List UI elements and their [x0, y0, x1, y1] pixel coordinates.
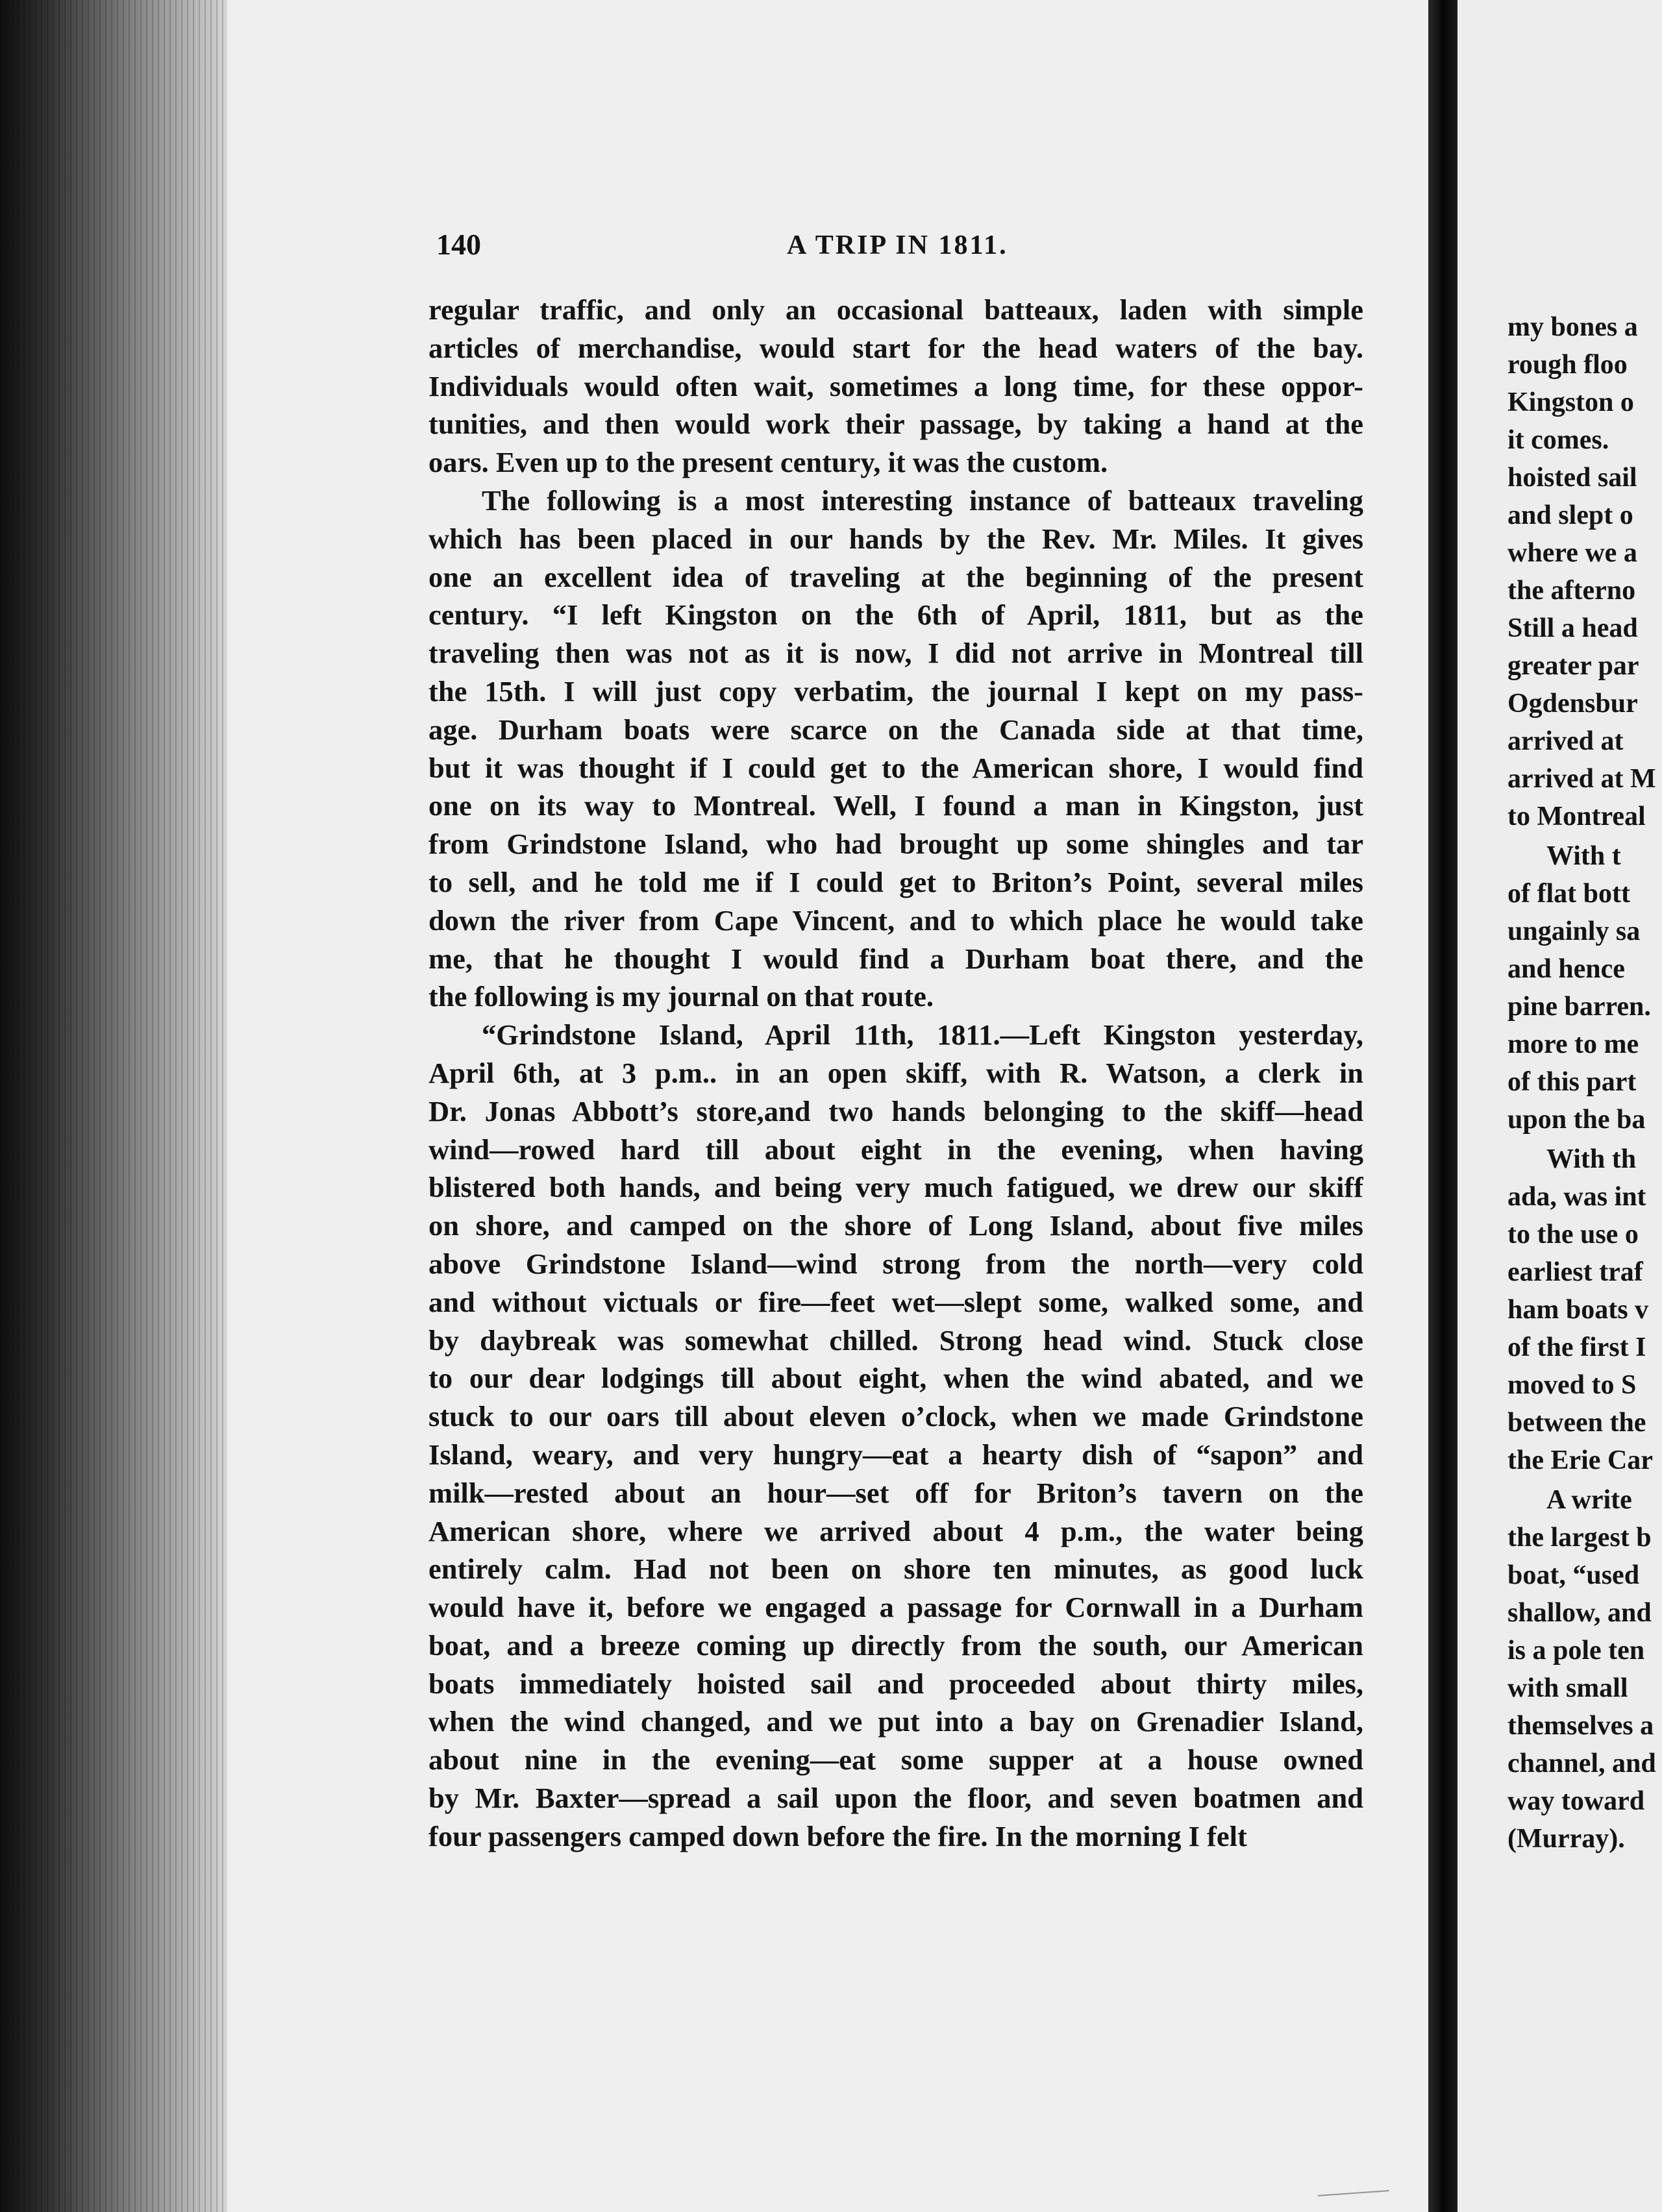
text-line: Individuals would often wait, sometimes a long time, for these oppor-: [428, 369, 1363, 402]
text-line: boat, “used: [1507, 1560, 1640, 1590]
text-line: with small: [1507, 1673, 1628, 1703]
text-line: Still a head: [1507, 613, 1638, 643]
text-line: milk—rested about an hour—set off for Briton’s tavern on the: [428, 1476, 1363, 1509]
text-line: one on its way to Montreal. Well, I found a man in Kingston, just: [428, 789, 1363, 822]
text-line: to Montreal: [1507, 802, 1646, 831]
text-line: which has been placed in our hands by the Rev. Mr. Miles. It gives: [428, 522, 1363, 555]
text-line: earliest traf: [1507, 1257, 1643, 1287]
text-line: century. “I left Kingston on the 6th of April, 1811, but as the: [428, 598, 1363, 632]
text-line: tunities, and then would work their passage, by taking a hand at the: [428, 408, 1363, 441]
text-line: Island, weary, and very hungry—eat a hearty dish of “sapon” and: [428, 1438, 1363, 1471]
running-head: A TRIP IN 1811.: [787, 230, 1008, 260]
text-line: me, that he thought I would find a Durham boat there, and the: [428, 942, 1363, 975]
text-line: but it was thought if I could get to the American shore, I would find: [428, 751, 1363, 784]
text-line: moved to S: [1507, 1370, 1637, 1400]
text-line: stuck to our oars till about eleven o’clock, when we made Grindstone: [428, 1400, 1363, 1433]
text-line: With t: [1546, 841, 1621, 871]
text-line: to sell, and he told me if I could get to Briton’s Point, several miles: [428, 865, 1363, 898]
text-line: down the river from Cape Vincent, and to which place he would take: [428, 903, 1363, 937]
text-line: the largest b: [1507, 1523, 1652, 1553]
text-line: would have it, before we engaged a passage for Cornwall in a Durham: [428, 1591, 1363, 1624]
text-line: one an excellent idea of traveling at the beginning of the present: [428, 560, 1363, 593]
text-line: ungainly sa: [1507, 916, 1641, 946]
text-line: traveling then was not as it is now, I did not arrive in Montreal till: [428, 637, 1363, 670]
text-line: Dr. Jonas Abbott’s store,and two hands belonging to the skiff—head: [428, 1094, 1363, 1127]
text-line: shallow, and: [1507, 1598, 1652, 1628]
text-line: from Grindstone Island, who had brought up some shingles and tar: [428, 828, 1363, 861]
text-line: age. Durham boats were scarce on the Canada side at that time,: [428, 713, 1363, 746]
text-line: pine barren.: [1507, 992, 1651, 1022]
text-line: With th: [1546, 1144, 1637, 1174]
text-line: regular traffic, and only an occasional batteaux, laden with simple: [428, 293, 1363, 326]
text-line: channel, and: [1507, 1749, 1656, 1778]
text-line: is a pole ten: [1507, 1636, 1645, 1665]
text-line: Kingston o: [1507, 387, 1634, 417]
text-line: arrived at: [1507, 726, 1624, 756]
text-line: it comes.: [1507, 425, 1609, 455]
page-header: [436, 227, 1358, 273]
text-line: boats immediately hoisted sail and proceeded about thirty miles,: [428, 1667, 1363, 1700]
text-line: April 6th, at 3 p.m.. in an open skiff, with R. Watson, a clerk in: [428, 1056, 1363, 1089]
text-line: where we a: [1507, 538, 1637, 568]
text-line: the Erie Car: [1507, 1445, 1653, 1475]
text-line: blistered both hands, and being very much fatigued, we drew our skiff: [428, 1171, 1363, 1204]
text-line: oars. Even up to the present century, it was the custom.: [428, 446, 1108, 479]
left-page-body: [428, 291, 1363, 1856]
text-line: above Grindstone Island—wind strong from the north—very cold: [428, 1247, 1363, 1280]
text-line: and slept o: [1507, 500, 1633, 530]
text-line: my bones a: [1507, 312, 1638, 342]
text-line: ada, was int: [1507, 1182, 1646, 1212]
page-gutter: [1428, 0, 1457, 2212]
text-line: of this part: [1507, 1067, 1637, 1097]
book-binding-edge: [0, 0, 234, 2212]
text-line: “Grindstone Island, April 11th, 1811.—Left Kingston yesterday,: [482, 1018, 1363, 1051]
text-line: to our dear lodgings till about eight, when the wind abated, and we: [428, 1362, 1363, 1395]
text-line: by daybreak was somewhat chilled. Strong head wind. Stuck close: [428, 1323, 1363, 1357]
text-line: and hence: [1507, 954, 1625, 984]
text-line: four passengers camped down before the fire. In the morning I felt: [428, 1819, 1247, 1852]
text-line: about nine in the evening—eat some supper at a house owned: [428, 1743, 1363, 1776]
text-line: the 15th. I will just copy verbatim, the journal I kept on my pass-: [428, 674, 1363, 707]
text-line: of the first I: [1507, 1333, 1646, 1362]
text-line: rough floo: [1507, 350, 1628, 380]
text-line: hoisted sail: [1507, 463, 1637, 493]
text-line: articles of merchandise, would start for the head waters of the bay.: [428, 331, 1363, 364]
text-line: the afterno: [1507, 576, 1636, 606]
page-number: 140: [436, 228, 481, 261]
text-line: arrived at M: [1507, 764, 1656, 794]
text-line: when the wind changed, and we put into a bay on Grenadier Island,: [428, 1705, 1363, 1738]
text-line: the following is my journal on that route.: [428, 980, 934, 1013]
text-line: themselves a: [1507, 1711, 1654, 1741]
text-line: boat, and a breeze coming up directly from the south, our American: [428, 1628, 1363, 1662]
text-line: way toward: [1507, 1786, 1645, 1816]
text-line: Ogdensbur: [1507, 689, 1638, 719]
text-line: upon the ba: [1507, 1105, 1646, 1135]
text-line: on shore, and camped on the shore of Long Island, about five miles: [428, 1209, 1363, 1242]
text-line: wind—rowed hard till about eight in the evening, when having: [428, 1133, 1363, 1166]
text-line: greater par: [1507, 651, 1639, 681]
text-line: A write: [1546, 1485, 1632, 1515]
text-line: American shore, where we arrived about 4 p.m., the water being: [428, 1514, 1363, 1547]
text-line: by Mr. Baxter—spread a sail upon the floor, and seven boatmen and: [428, 1782, 1363, 1815]
text-line: The following is a most interesting instance of batteaux traveling: [482, 484, 1363, 517]
text-line: of flat bott: [1507, 879, 1630, 909]
text-line: (Murray).: [1507, 1824, 1625, 1854]
text-line: and without victuals or fire—feet wet—slept some, walked some, and: [428, 1285, 1363, 1318]
text-line: to the use o: [1507, 1220, 1639, 1249]
text-line: more to me: [1507, 1029, 1639, 1059]
text-line: entirely calm. Had not been on shore ten minutes, as good luck: [428, 1553, 1363, 1586]
text-line: between the: [1507, 1408, 1646, 1438]
text-line: ham boats v: [1507, 1295, 1649, 1325]
